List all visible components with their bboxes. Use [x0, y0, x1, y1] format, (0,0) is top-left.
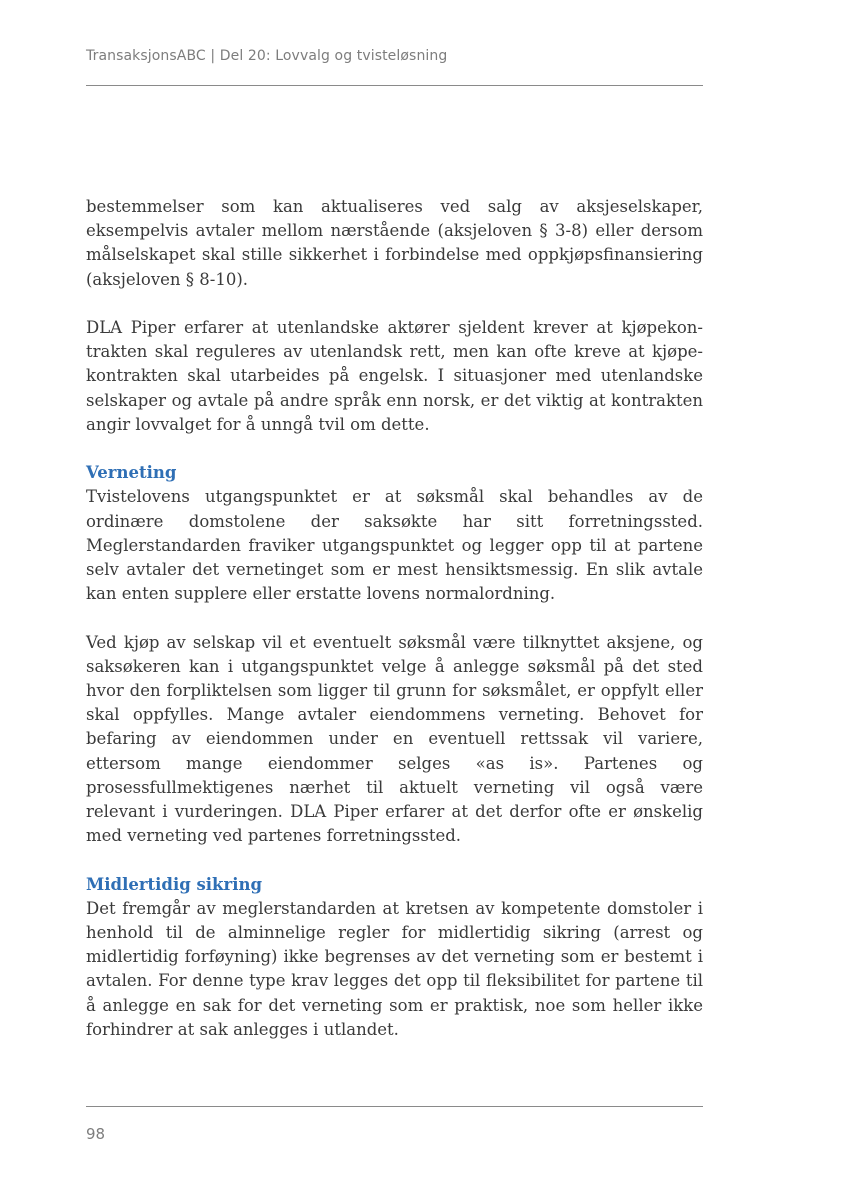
page-number: 98 — [86, 1125, 106, 1143]
body-paragraph: Ved kjøp av selskap vil et eventuelt søksmål være tilknyttet aksjene, og saksøkeren kan i utgangspunktet velge å anlegge søksmål på det sted hvor den forpliktelsen som ligger til grunn for søksmålet, er oppfylt eller skal oppfylles. Mange avtaler eiendommens verneting. Behovet for befaring av eiendommen under en eventuell rettssak vil variere, ettersom mange eiendommer selges «as is». Partenes og prosessfullmektigenes nærhet til aktuelt verneting vil også være relevant i vurderingen. DLA Piper erfarer at det derfor ofte er ønskelig med verneting ved partenes forretningssted. — [86, 632, 703, 846]
running-header: TransaksjonsABC | Del 20: Lovvalg og tvisteløsning — [86, 48, 448, 64]
section-heading-midlertidig-sikring: Midlertidig sikring — [86, 874, 262, 894]
body-paragraph: Tvistelovens utgangspunktet er at søksmål skal behandles av de ordinære domstolene der saksøkte har sitt forretningssted. Meglerstandarden fraviker utgangspunktet og legger opp til at partene selv avtaler det vernetinget som er mest hensiktsmessig. En slik avtale kan enten supplere eller erstatte lovens normalordning. — [86, 487, 703, 604]
section-heading-verneting: Verneting — [86, 463, 177, 483]
body-paragraph: DLA Piper erfarer at utenlandske aktører sjeldent krever at kjøpekontrakten skal reguleres av utenlandsk rett, men kan ofte kreve at kjøpekontrakten skal utarbeides på engelsk. I situasjoner med utenlandske selskaper og avtale på andre språk enn norsk, er det viktig at kontrakten angir lovvalget for å unngå tvil om dette. — [86, 318, 703, 434]
body-paragraph: bestemmelser som kan aktualiseres ved salg av aksjeselskaper, eksempelvis avtaler mellom nærstående (aksjeloven § 3-8) eller dersom målselskapet skal stille sikkerhet i forbindelse med oppkjøpsfinansiering (aksjeloven § 8-10). — [86, 197, 703, 289]
body-paragraph: Det fremgår av meglerstandarden at kretsen av kompetente domstoler i henhold til de alminnelige regler for midlertidig sikring (arrest og midlertidig forføyning) ikke begrenses av det verneting som er bestemt i avtalen. For denne type krav legges det opp til fleksibilitet for partene til å anlegge en sak for det verneting som er praktisk, noe som heller ikke forhindrer at sak anlegges i utlandet. — [86, 898, 703, 1039]
footer-divider — [86, 1106, 703, 1107]
header-divider — [86, 85, 703, 86]
page-body — [86, 195, 703, 1042]
